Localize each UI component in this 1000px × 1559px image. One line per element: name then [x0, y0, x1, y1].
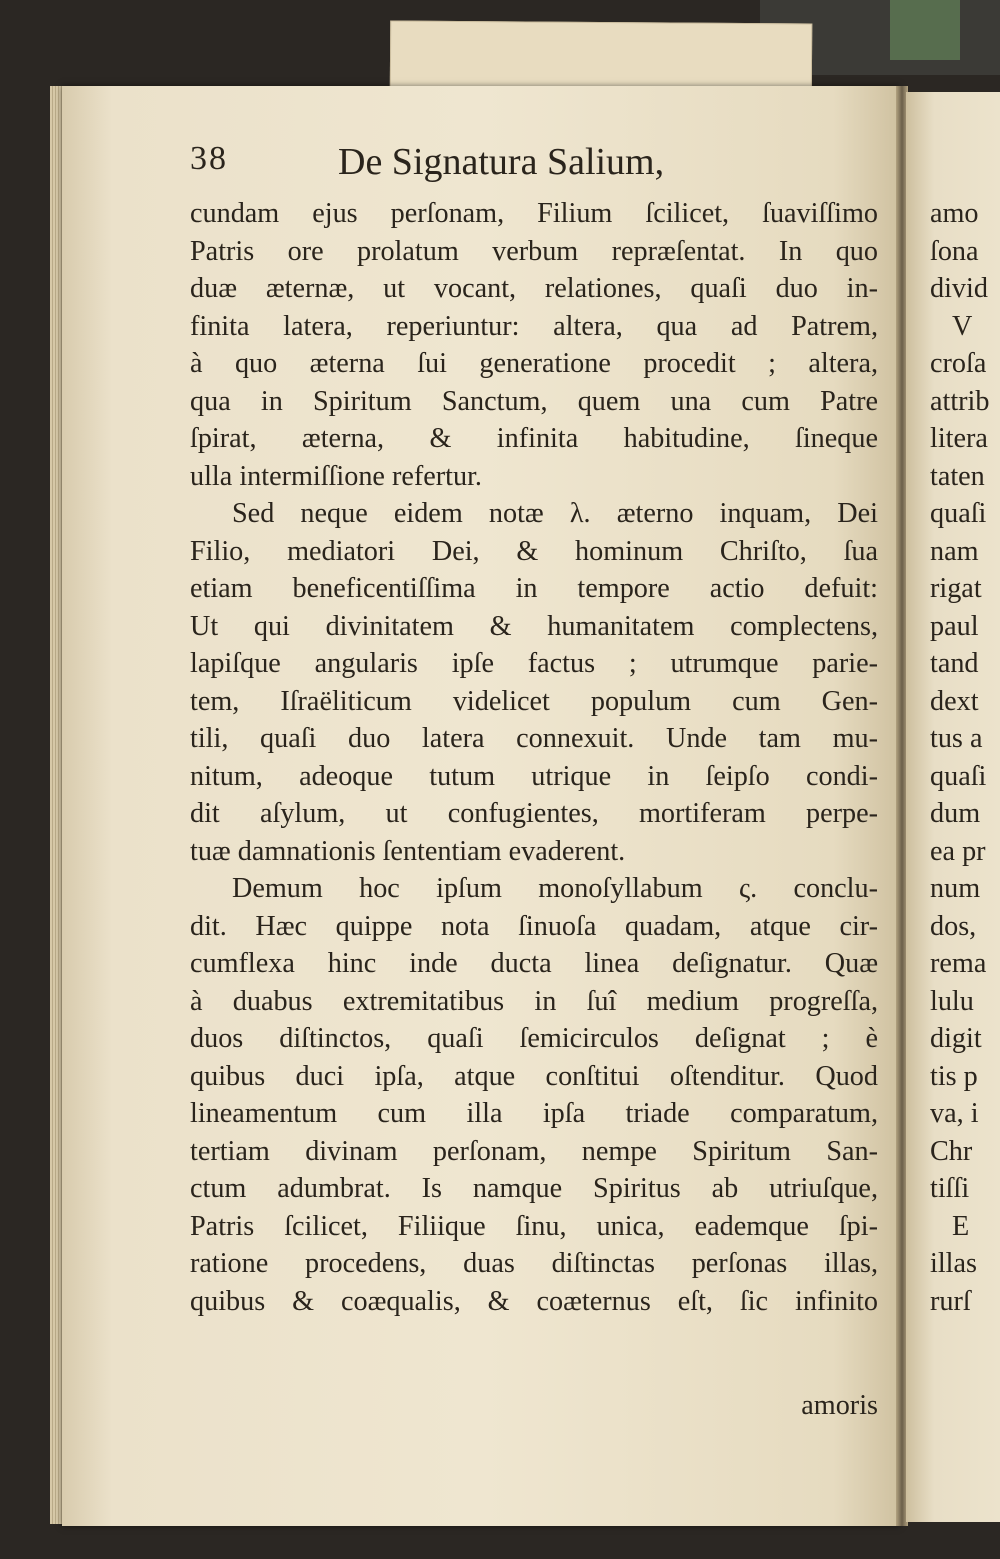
text-line-fragment: croſa [930, 348, 987, 379]
text-line: quibus & coæqualis, & coæternus eſt, ſic infinito [190, 1285, 878, 1317]
text-line-fragment: tiſſi [930, 1173, 970, 1204]
text-line-fragment: dext [930, 685, 979, 717]
text-line: dit. Hæc quippe nota ſinuoſa quadam, atque cir- [190, 910, 878, 942]
text-line: cumflexa hinc inde ducta linea deſignatur. Quæ [190, 948, 878, 979]
text-line: tertiam divinam perſonam, nempe Spiritum San- [190, 1135, 878, 1167]
text-line-fragment: rurſ [930, 1285, 971, 1317]
text-line-fragment: paul [930, 610, 979, 642]
text-line: à quo æterna ſui generatione procedit ; altera, [190, 348, 878, 379]
text-line-fragment: litera [930, 423, 988, 454]
text-line-fragment: divid [930, 273, 988, 304]
page-header [190, 140, 890, 190]
text-line-fragment: Chr [930, 1135, 973, 1167]
right-page-text [930, 195, 1000, 1320]
text-line-fragment: lulu [930, 985, 974, 1017]
text-line: tili, quaſi duo latera connexuit. Unde tam mu- [190, 723, 878, 754]
text-line-fragment: va, i [930, 1098, 979, 1129]
text-line-fragment: quaſi [930, 760, 987, 792]
text-line-fragment: rema [930, 948, 987, 979]
text-line: lineamentum cum illa ipſa triade comparatum, [190, 1098, 878, 1129]
text-line-fragment: ea pr [930, 835, 986, 867]
body-text [190, 195, 878, 1320]
page-number: 38 [190, 140, 228, 177]
text-line-fragment: attrib [930, 385, 990, 417]
text-line: à duabus extremitatibus in ſuî medium progreſſa, [190, 985, 878, 1017]
text-line-fragment: nam [930, 535, 979, 567]
text-line-fragment: E [952, 1210, 970, 1242]
text-line: finita latera, reperiuntur: altera, qua ad Patrem, [190, 310, 878, 342]
text-line: ratione procedens, duas diſtinctas perſonas illas, [190, 1248, 878, 1279]
text-line-fragment: V [952, 310, 973, 342]
catchword: amoris [801, 1390, 878, 1421]
text-line-fragment: dos, [930, 910, 977, 942]
text-line-fragment: amo [930, 198, 979, 229]
text-line: tuæ damnationis ſententiam evaderent. [190, 835, 626, 867]
text-line: duæ æternæ, ut vocant, relationes, quaſi duo in- [190, 273, 878, 304]
binding-edge [890, 0, 960, 60]
text-line: Filio, mediatori Dei, & hominum Chriſto, ſua [190, 535, 878, 567]
text-line: cundam ejus perſonam, Filium ſcilicet, ſuaviſſimo [190, 198, 878, 229]
text-line: quibus duci ipſa, atque conſtitui oſtenditur. Quod [190, 1060, 878, 1092]
text-line: tem, Iſraëliticum videlicet populum cum Gen- [190, 685, 878, 717]
text-line: Sed neque eidem notæ λ. æterno inquam, Dei [232, 498, 878, 529]
text-line-fragment: num [930, 873, 981, 904]
text-line-fragment: taten [930, 460, 985, 492]
text-line: Ut qui divinitatem & humanitatem complectens, [190, 610, 878, 642]
text-line: qua in Spiritum Sanctum, quem una cum Patre [190, 385, 878, 417]
text-line: ulla intermiſſione refertur. [190, 460, 482, 492]
text-line-fragment: dum [930, 798, 981, 829]
text-line-fragment: ſona [930, 235, 979, 267]
running-title: De Signatura Salium, [338, 141, 665, 183]
text-line: ſpirat, æterna, & infinita habitudine, ſineque [190, 423, 878, 454]
text-line-fragment: quaſi [930, 498, 987, 529]
text-line: lapiſque angularis ipſe factus ; utrumque parie- [190, 648, 878, 679]
text-line-fragment: tis p [930, 1060, 978, 1092]
text-line-fragment: illas [930, 1248, 977, 1279]
text-line: duos diſtinctos, quaſi ſemicirculos deſignat ; è [190, 1023, 878, 1054]
text-line-fragment: rigat [930, 573, 982, 604]
text-line-fragment: tus a [930, 723, 983, 754]
text-line: dit aſylum, ut confugientes, mortiferam perpe- [190, 798, 878, 829]
text-line-fragment: tand [930, 648, 979, 679]
text-line: nitum, adeoque tutum utrique in ſeipſo condi- [190, 760, 878, 792]
text-line: Patris ore prolatum verbum repræſentat. In quo [190, 235, 878, 267]
text-line: ctum adumbrat. Is namque Spiritus ab utriuſque, [190, 1173, 878, 1204]
text-line: etiam beneficentiſſima in tempore actio defuit: [190, 573, 878, 604]
text-line-fragment: digit [930, 1023, 982, 1054]
text-line: Patris ſcilicet, Filiique ſinu, unica, eademque ſpi- [190, 1210, 878, 1242]
text-line: Demum hoc ipſum monoſyllabum ς. conclu- [232, 873, 878, 904]
